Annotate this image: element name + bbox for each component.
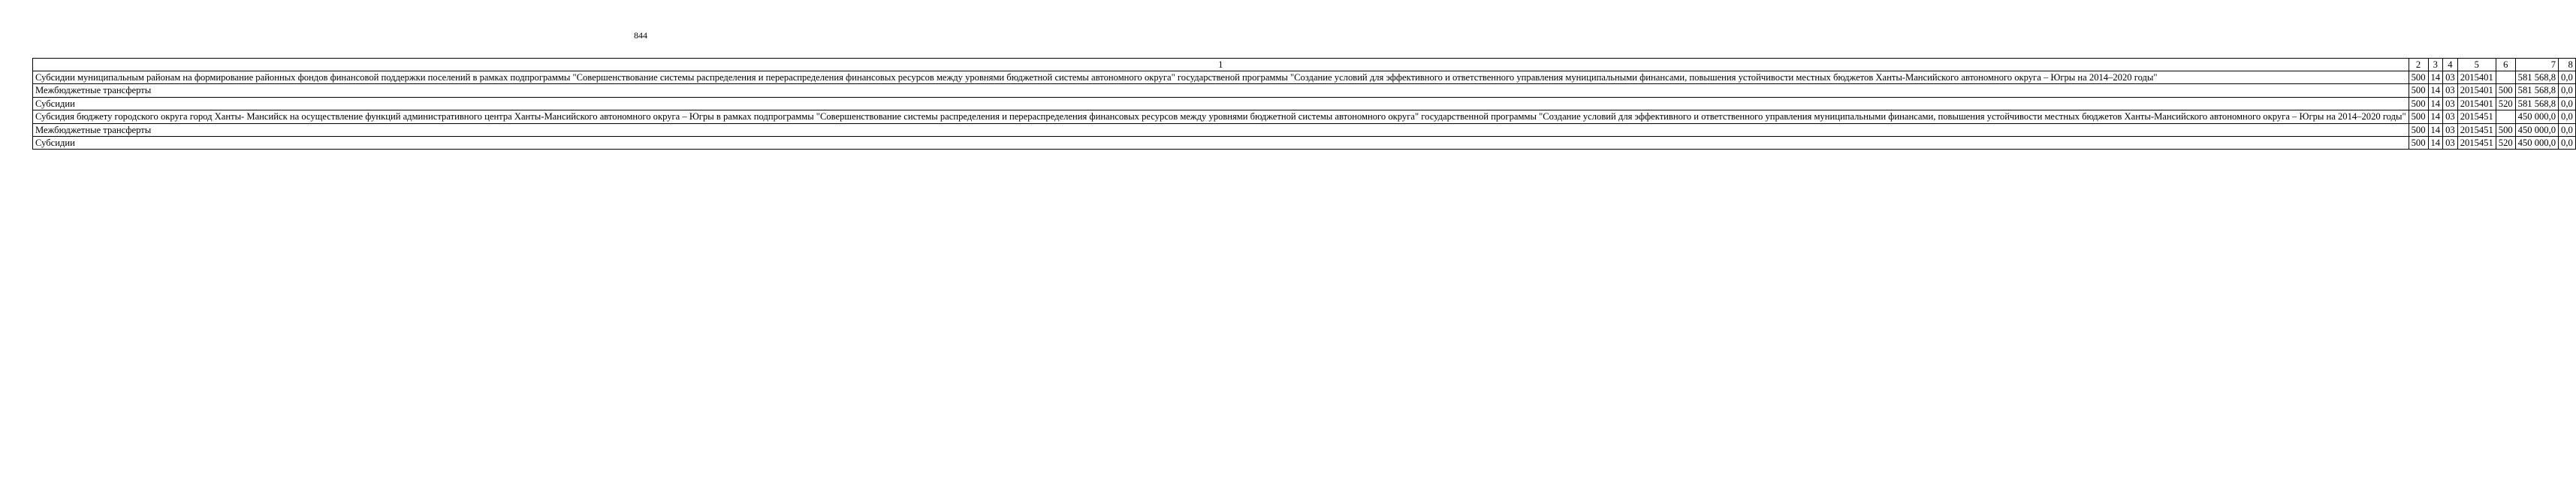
- table-row: [33, 97, 2576, 110]
- cell-col6: 520: [2496, 97, 2515, 110]
- cell-col2: 500: [2409, 97, 2428, 110]
- header-cell-col1: 1: [33, 59, 2409, 71]
- header-cell-col8: 8: [2559, 59, 2576, 71]
- cell-col4: 03: [2443, 84, 2458, 97]
- cell-col3: 14: [2428, 110, 2443, 123]
- cell-col3: 14: [2428, 71, 2443, 84]
- table-row: [33, 110, 2576, 123]
- row-description: Субсидии муниципальным районам на формирование районных фондов финансовой поддержки поселений в рамках подпрограммы "Совершенствование системы распределения и перераспределения финансовых ресурсов между уровнями бюджетной системы автономного округа" государственой программы "Создание условий для эффективного и ответственного управления муниципальными финансами, повышения устойчивости местных бюджетов Ханты-Мансийского автономного округа – Югры на 2014–2020 годы": [33, 71, 2409, 84]
- page-number: 844: [634, 30, 647, 41]
- cell-col6: [2496, 110, 2515, 123]
- cell-col2: 500: [2409, 110, 2428, 123]
- cell-col2: 500: [2409, 84, 2428, 97]
- cell-col4: 03: [2443, 110, 2458, 123]
- cell-col2: 500: [2409, 71, 2428, 84]
- cell-col5: 2015401: [2457, 97, 2496, 110]
- cell-col3: 14: [2428, 123, 2443, 136]
- header-cell-col3: 3: [2428, 59, 2443, 71]
- header-cell-col2: 2: [2409, 59, 2428, 71]
- cell-col7: 581 568,8: [2515, 97, 2558, 110]
- cell-col8: 0,0: [2559, 97, 2576, 110]
- table-header-row: [33, 59, 2576, 71]
- cell-col6: 500: [2496, 123, 2515, 136]
- budget-table: [32, 58, 2576, 150]
- header-cell-col5: 5: [2457, 59, 2496, 71]
- table-row: [33, 84, 2576, 97]
- cell-col7: 450 000,0: [2515, 137, 2558, 150]
- cell-col8: 0,0: [2559, 110, 2576, 123]
- cell-col3: 14: [2428, 97, 2443, 110]
- cell-col5: 2015451: [2457, 137, 2496, 150]
- row-description: Межбюджетные трансферты: [33, 123, 2409, 136]
- cell-col5: 2015401: [2457, 71, 2496, 84]
- cell-col6: 500: [2496, 84, 2515, 97]
- table-row: [33, 137, 2576, 150]
- cell-col2: 500: [2409, 137, 2428, 150]
- cell-col3: 14: [2428, 84, 2443, 97]
- cell-col6: [2496, 71, 2515, 84]
- row-description: Субсидии: [33, 97, 2409, 110]
- cell-col3: 14: [2428, 137, 2443, 150]
- header-cell-col4: 4: [2443, 59, 2458, 71]
- cell-col7: 581 568,8: [2515, 84, 2558, 97]
- cell-col4: 03: [2443, 123, 2458, 136]
- cell-col4: 03: [2443, 97, 2458, 110]
- row-description: Межбюджетные трансферты: [33, 84, 2409, 97]
- table-row: [33, 71, 2576, 84]
- table-row: [33, 123, 2576, 136]
- cell-col7: 450 000,0: [2515, 123, 2558, 136]
- header-cell-col7: 7: [2515, 59, 2558, 71]
- cell-col7: 450 000,0: [2515, 110, 2558, 123]
- cell-col8: 0,0: [2559, 123, 2576, 136]
- cell-col5: 2015451: [2457, 123, 2496, 136]
- cell-col8: 0,0: [2559, 71, 2576, 84]
- cell-col5: 2015401: [2457, 84, 2496, 97]
- cell-col2: 500: [2409, 123, 2428, 136]
- cell-col8: 0,0: [2559, 84, 2576, 97]
- cell-col4: 03: [2443, 71, 2458, 84]
- cell-col8: 0,0: [2559, 137, 2576, 150]
- cell-col7: 581 568,8: [2515, 71, 2558, 84]
- header-cell-col6: 6: [2496, 59, 2515, 71]
- row-description: Субсидии: [33, 137, 2409, 150]
- cell-col5: 2015451: [2457, 110, 2496, 123]
- cell-col6: 520: [2496, 137, 2515, 150]
- row-description: Субсидия бюджету городского округа город Ханты- Мансийск на осуществление функций административного центра Ханты-Мансийского автономного округа – Югры в рамках подпрограммы "Совершенствование системы распределения и перераспределения финансовых ресурсов между уровнями бюджетной системы автономного округа" государственной программы "Создание условий для эффективного и ответственного управления муниципальными финансами, повышения устойчивости местных бюджетов Ханты-Мансийского автономного округа – Югры на 2014–2020 годы": [33, 110, 2409, 123]
- cell-col4: 03: [2443, 137, 2458, 150]
